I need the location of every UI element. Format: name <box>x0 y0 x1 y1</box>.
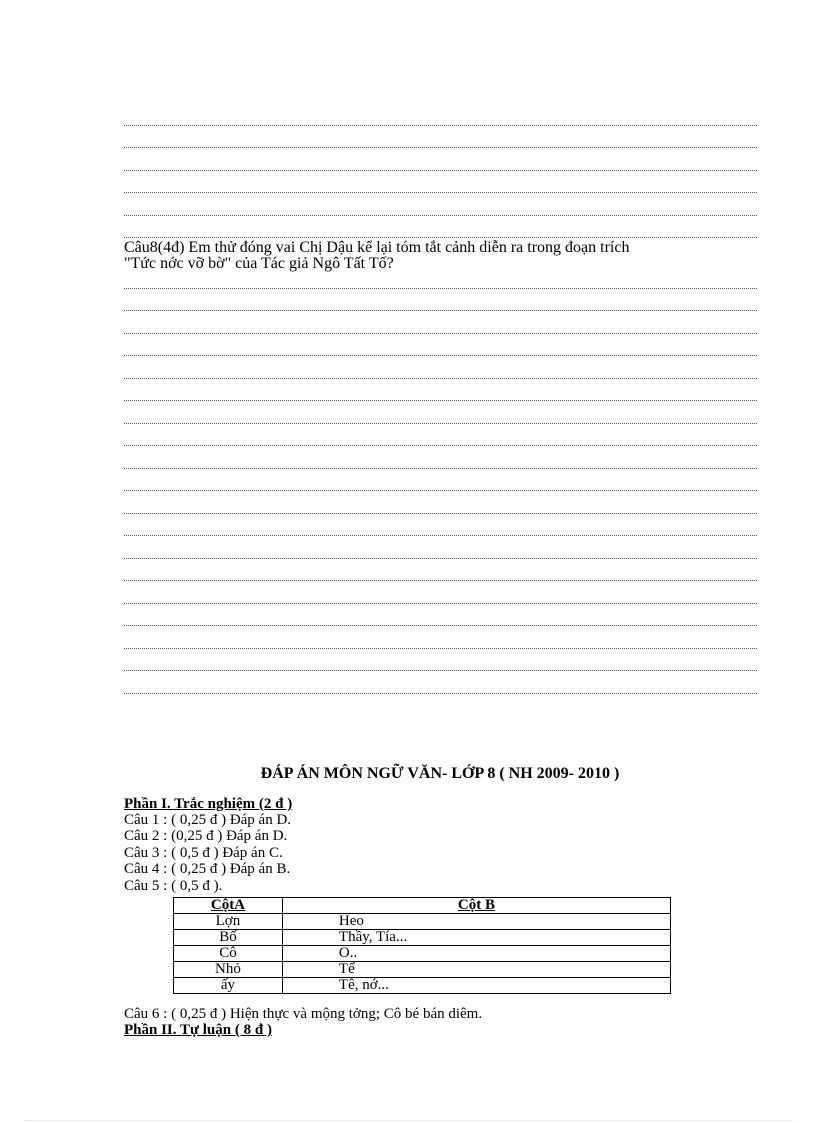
column-a-cell: ấy <box>174 978 283 994</box>
answer-item: Câu 2 : (0,25 đ ) Đáp án D. <box>124 828 288 844</box>
question-8-line-2: "Tức nớc vỡ bờ" của Tác giả Ngô Tất Tố? <box>124 255 394 272</box>
column-a-cell: Bố <box>174 930 283 946</box>
answer-item: Câu 3 : ( 0,5 đ ) Đáp án C. <box>124 845 283 861</box>
answer-line <box>124 468 757 469</box>
answer-item: Câu 1 : ( 0,25 đ ) Đáp án D. <box>124 812 292 828</box>
table-header-row <box>174 898 671 914</box>
answer-line <box>124 400 757 401</box>
answer-line <box>124 513 757 514</box>
answer-line <box>124 310 757 311</box>
answer-line <box>124 215 757 216</box>
answer-line <box>124 603 757 604</box>
column-b-cell: O.. <box>282 946 670 962</box>
answer-item: Câu 4 : ( 0,25 đ ) Đáp án B. <box>124 861 291 877</box>
answer-line <box>124 288 757 289</box>
column-a-cell: Nhỏ <box>174 962 283 978</box>
answer-line <box>124 333 757 334</box>
answer-line <box>124 558 757 559</box>
column-b-header: Cột B <box>282 898 670 914</box>
table-row <box>174 946 671 962</box>
answer-line <box>124 237 757 238</box>
answer-item: Câu 5 : ( 0,5 đ ). <box>124 878 223 894</box>
answer-item-6: Câu 6 : ( 0,25 đ ) Hiện thực và mộng tởng; Cô bé bán diêm. <box>124 1006 483 1022</box>
answer-line <box>124 378 757 379</box>
answer-line <box>124 580 757 581</box>
answer-line <box>124 490 757 491</box>
column-a-cell: Cô <box>174 946 283 962</box>
answer-line <box>124 170 757 171</box>
table-row <box>174 914 671 930</box>
answer-line <box>124 445 757 446</box>
answer-line <box>124 355 757 356</box>
table-row <box>174 978 671 994</box>
answer-line <box>124 125 757 126</box>
matching-table <box>173 897 671 994</box>
answer-line <box>124 147 757 148</box>
table-row <box>174 962 671 978</box>
part-1-heading: Phần I. Trắc nghiệm (2 đ ) <box>124 796 293 812</box>
question-8-line-1: Câu8(4đ) Em thử đóng vai Chị Dậu kể lại tóm tắt cảnh diễn ra trong đoạn trích <box>124 239 630 256</box>
column-a-header: CộtA <box>174 898 283 914</box>
answer-line <box>124 535 757 536</box>
answer-line <box>124 625 757 626</box>
part-2-heading: Phần II. Tự luận ( 8 đ ) <box>124 1022 272 1038</box>
question-8 <box>124 240 764 272</box>
column-b-cell: Thầy, Tía... <box>282 930 670 946</box>
answer-line <box>124 670 757 671</box>
answer-line <box>124 693 757 694</box>
page-bottom-divider <box>24 1120 794 1121</box>
answer-line <box>124 648 757 649</box>
answer-key-title: ĐÁP ÁN MÔN NGỮ VĂN- LỚP 8 ( NH 2009- 2010 ) <box>260 765 620 782</box>
answer-line <box>124 192 757 193</box>
column-b-cell: Tể <box>282 962 670 978</box>
column-b-cell: Heo <box>282 914 670 930</box>
column-a-cell: Lợn <box>174 914 283 930</box>
answer-line <box>124 423 757 424</box>
column-b-cell: Tê, nớ... <box>282 978 670 994</box>
table-row <box>174 930 671 946</box>
